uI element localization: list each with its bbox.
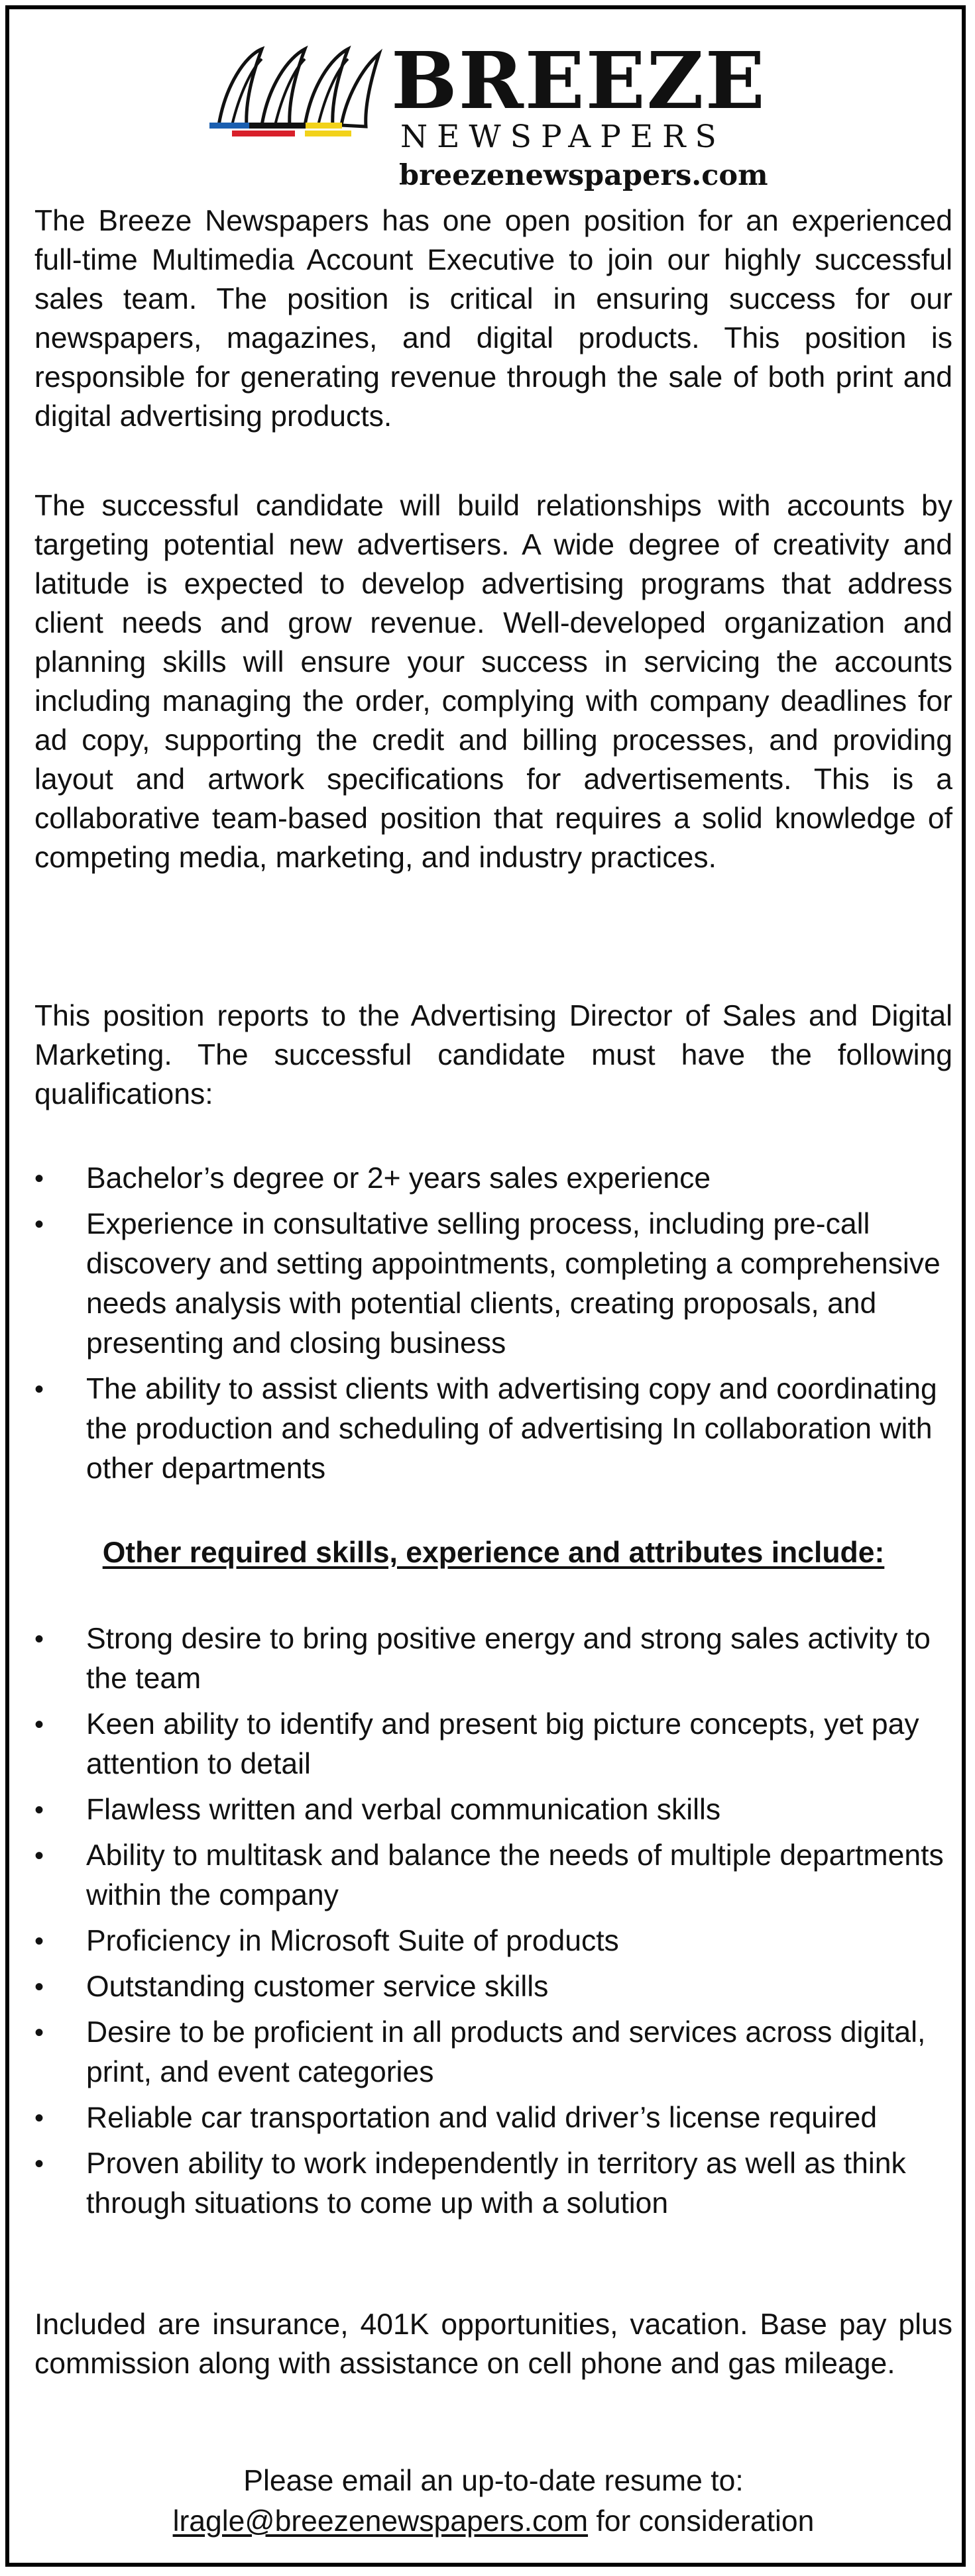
bullet-icon: • — [34, 1710, 44, 1739]
list-item: • Outstanding customer service skills — [34, 1967, 952, 2007]
bullet-icon: • — [34, 1927, 44, 1956]
brand-url: breezenewspapers.com — [399, 159, 768, 192]
brand-text — [391, 34, 789, 192]
skills-heading: Other required skills, experience and attributes include: — [102, 1536, 885, 1569]
bullet-icon: • — [34, 1625, 44, 1654]
list-item: • The ability to assist clients with advertising copy and coordinating the production and scheduling of advertising In collaboration with other departments — [34, 1369, 952, 1489]
bullet-icon: • — [34, 1210, 44, 1239]
breeze-logo — [205, 34, 802, 192]
bullet-icon: • — [34, 1164, 44, 1193]
bullet-icon: • — [34, 2018, 44, 2047]
list-item: • Bachelor’s degree or 2+ years sales experience — [34, 1159, 952, 1199]
bullet-icon: • — [34, 2149, 44, 2178]
bullet-icon: • — [34, 1375, 44, 1404]
bullet-icon: • — [34, 2104, 44, 2133]
closing-suffix: for consideration — [588, 2505, 815, 2538]
list-item: • Ability to multitask and balance the needs of multiple departments within the company — [34, 1836, 952, 1915]
list-item: • Keen ability to identify and present big picture concepts, yet pay attention to detail — [34, 1705, 952, 1784]
list-item: • Proven ability to work independently in territory as well as think through situations to come up with a solution — [34, 2144, 952, 2224]
candidate-paragraph: The successful candidate will build relationships with accounts by targeting potential new advertisers. A wide degree of creativity and latitude is expected to develop advertising programs that address client needs and grow revenue. Well-developed organization and planning skills will ensure your success in servicing the accounts including managing the order, complying with company deadlines for ad copy, supporting the credit and billing processes, and providing layout and artwork specifications for advertisements. This is a collaborative team-based position that requires a solid knowledge of competing media, marketing, and industry practices. — [34, 490, 952, 874]
bullet-icon: • — [34, 1972, 44, 2002]
list-item: • Strong desire to bring positive energy and strong sales activity to the team — [34, 1619, 952, 1699]
bullet-icon: • — [34, 1841, 44, 1870]
list-item: • Proficiency in Microsoft Suite of products — [34, 1921, 952, 1961]
skills-list — [34, 1619, 952, 2229]
brand-name: BREEZE — [391, 34, 766, 127]
bullet-icon: • — [34, 1796, 44, 1825]
closing-email-line — [34, 2501, 952, 2542]
reports-paragraph: This position reports to the Advertising Director of Sales and Digital Marketing. The successful candidate must have the following qualifications: — [34, 1000, 952, 1110]
list-item: • Reliable car transportation and valid driver’s license required — [34, 2098, 952, 2138]
email-link[interactable]: lragle@breezenewspapers.com — [172, 2505, 589, 2538]
ad-frame — [5, 5, 966, 2567]
benefits-paragraph: Included are insurance, 401K opportunities, vacation. Base pay plus commission along with assistance on cell phone and gas mileage. — [34, 2308, 952, 2380]
intro-paragraph: The Breeze Newspapers has one open position for an experienced full-time Multimedia Account Executive to join our highly successful sales team. The position is critical in ensuring success for our newspapers, magazines, and digital products. This position is responsible for generating revenue through the sale of both print and digital advertising products. — [34, 205, 952, 433]
list-item: • Experience in consultative selling process, including pre-call discovery and setting appointments, completing a comprehensive needs analysis with potential clients, creating proposals, and presenting and closing business — [34, 1205, 952, 1364]
closing-block — [34, 2461, 952, 2542]
closing-line: Please email an up-to-date resume to: — [243, 2465, 744, 2497]
qualifications-list — [34, 1159, 952, 1495]
list-item: • Desire to be proficient in all products and services across digital, print, and event categories — [34, 2013, 952, 2092]
brand-subtitle: NEWSPAPERS — [400, 119, 726, 155]
list-item: • Flawless written and verbal communication skills — [34, 1790, 952, 1830]
sailboats-icon — [205, 39, 384, 145]
